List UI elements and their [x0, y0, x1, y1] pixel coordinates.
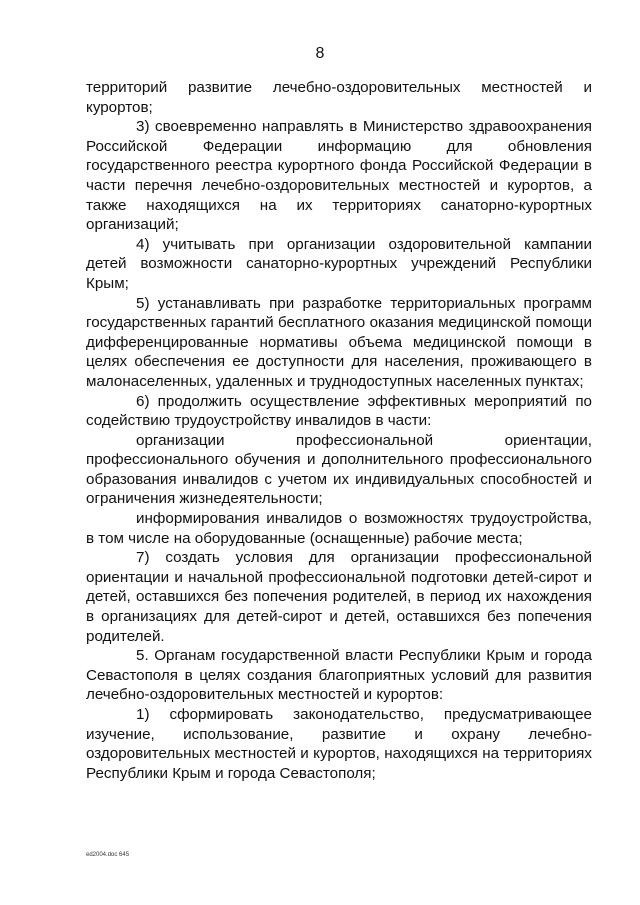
paragraph-item-3: 3) своевременно направлять в Министерство здравоохранения Российской Федерации информацию для обновления государственного реестра курортного фонда Российской Федерации в части перечня лечебно-оздоровительных местностей и курортов, а также находящихся на их территориях санаторно-курортных организаций;: [86, 118, 592, 234]
paragraph-item-5: 5) устанавливать при разработке территориальных программ государственных гарантий бесплатного оказания медицинской помощи дифференцированные нормативы объема медицинской помощи в целях обеспечения ее доступности для населения, проживающего в малонаселенных, удаленных и труднодоступных населенных пунктах;: [86, 294, 592, 390]
paragraph-item-4: 4) учитывать при организации оздоровительной кампании детей возможности санаторно-курортных учреждений Республики Крым;: [86, 235, 592, 292]
paragraph-section-5: 5. Органам государственной власти Республики Крым и города Севастополя в целях создания благоприятных условий для развития лечебно-оздоровительных местностей и курортов:: [86, 647, 592, 704]
paragraph-subitem-informing: информирования инвалидов о возможностях трудоустройства, в том числе на оборудованные (оснащенные) рабочие места;: [86, 510, 592, 547]
page-number: 8: [315, 45, 325, 62]
document-body: [86, 78, 592, 783]
paragraph-item-7: 7) создать условия для организации профессиональной ориентации и начальной профессиональной подготовки детей-сирот и детей, оставшихся без попечения родителей, в период их нахождения в организациях для детей-сирот и детей, оставшихся без попечения родителей.: [86, 549, 592, 645]
paragraph-item-6: 6) продолжить осуществление эффективных мероприятий по содействию трудоустройству инвалидов в части:: [86, 392, 592, 430]
footer-file-reference: ed2004.doc 645: [86, 852, 130, 858]
paragraph-subitem-orientation: организации профессиональной ориентации, профессионального обучения и дополнительного профессионального образования инвалидов с учетом их индивидуальных способностей и ограничения жизнедеятельности;: [86, 431, 592, 508]
paragraph-continuation: территорий развитие лечебно-оздоровительных местностей и курортов;: [86, 79, 592, 116]
paragraph-section-5-item-1: 1) сформировать законодательство, предусматривающее изучение, использование, развитие и охрану лечебно-оздоровительных местностей и курортов, находящихся на территориях Республики Крым и города Севастополя;: [86, 706, 592, 782]
